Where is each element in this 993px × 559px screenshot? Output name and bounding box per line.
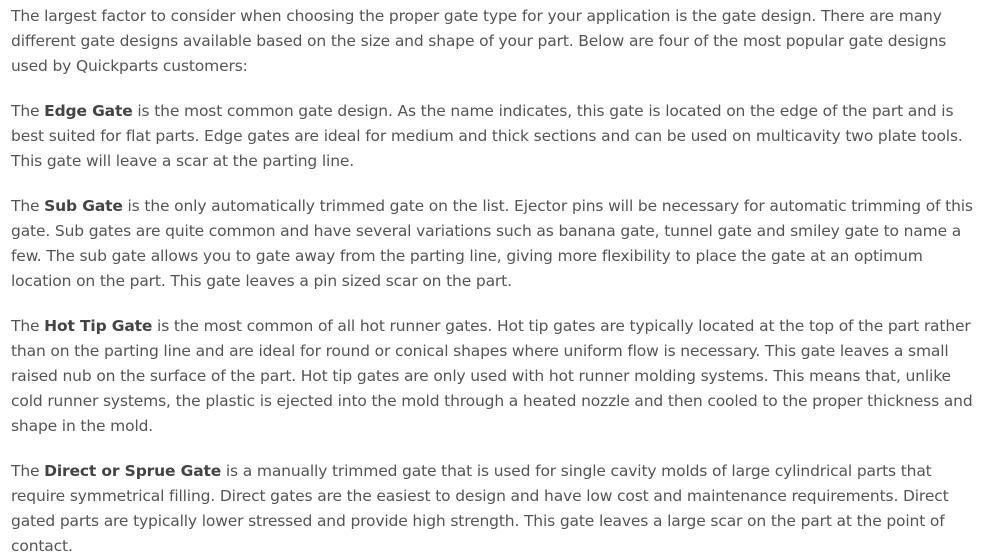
edge-gate-paragraph (11, 99, 985, 174)
paragraph-text: is the most common of all hot runner gates. Hot tip gates are typically located at the top of the part rather than on the parting line and are ideal for round or conical shapes where uniform flow is necessary. This gate leaves a small raised nub on the surface of the part. Hot tip gates are only used with hot runner molding systems. This means that, unlike cold runner systems, the plastic is ejected into the mold through a heated nozzle and then cooled to the proper thickness and shape in the mold. (11, 317, 973, 435)
gate-name-hot-tip: Hot Tip Gate (44, 317, 153, 335)
paragraph-lead: The (11, 197, 45, 215)
paragraph-text: is the only automatically trimmed gate on the list. Ejector pins will be necessary for automatic trimming of this gate. Sub gates are quite common and have several variations such as banana gate, tunnel gate and smiley gate to name a few. The sub gate allows you to gate away from the parting line, giving more flexibility to place the gate at an optimum location on the part. This gate leaves a pin sized scar on the part. (11, 197, 973, 290)
paragraph-text: is the most common gate design. As the name indicates, this gate is located on the edge of the part and is best suited for flat parts. Edge gates are ideal for medium and thick sections and can be used on multicavity two plate tools. This gate will leave a scar at the parting line. (11, 102, 963, 170)
paragraph-lead: The (11, 462, 45, 480)
paragraph-text: is a manually trimmed gate that is used for single cavity molds of large cylindrical parts that require symmetrical filling. Direct gates are the easiest to design and have low cost and maintenance requirements. Direct gated parts are typically lower stressed and provide high strength. This gate leaves a large scar on the part at the point of contact. (11, 462, 949, 555)
gate-name-direct-sprue: Direct or Sprue Gate (44, 462, 222, 480)
gate-name-edge: Edge Gate (44, 102, 133, 120)
sub-gate-paragraph (11, 194, 985, 294)
intro-paragraph: The largest factor to consider when choosing the proper gate type for your application is the gate design. There are many different gate designs available based on the size and shape of your part. Below are four of the most popular gate designs used by Quickparts customers: (11, 7, 947, 75)
hot-tip-gate-paragraph (11, 314, 985, 439)
gate-name-sub: Sub Gate (44, 197, 123, 215)
direct-sprue-gate-paragraph (11, 459, 985, 559)
paragraph-lead: The (11, 317, 45, 335)
paragraph-lead: The (11, 102, 45, 120)
